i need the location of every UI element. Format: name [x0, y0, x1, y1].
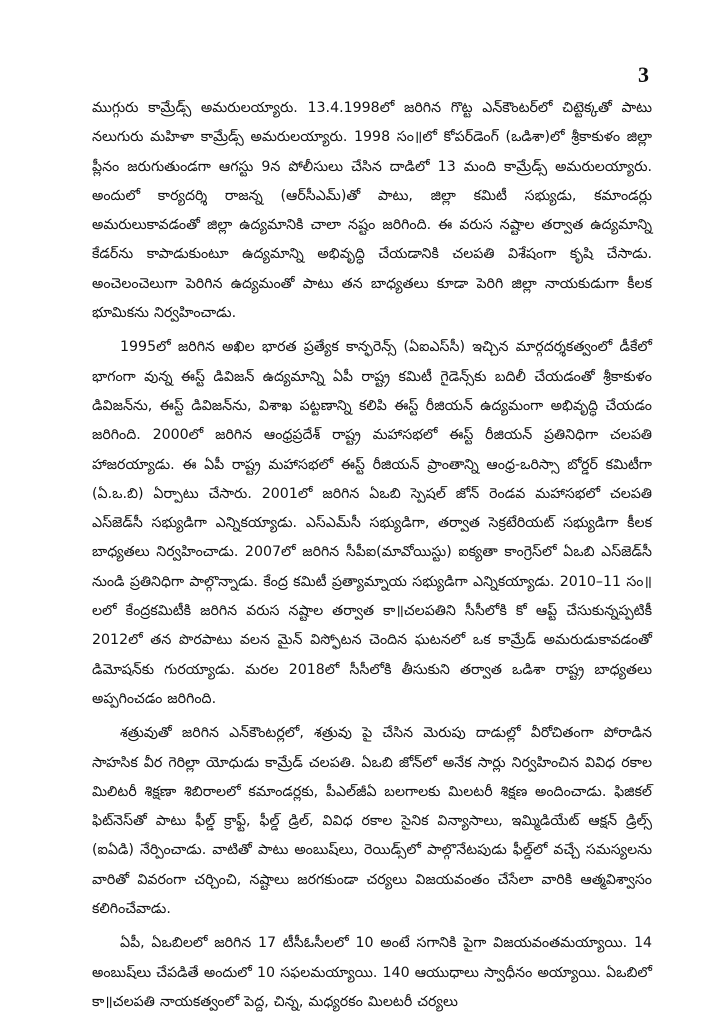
- body-text: [92, 94, 652, 1017]
- paragraph-1: ముగ్గురు కామ్రేడ్స్ అమరులయ్యారు. 13.4.1998లో జరిగిన గొట్ట ఎన్‌కౌంటర్‌లో చిట్టెక్కతో పాటు నలుగురు మహిళా కామ్రేడ్స్ అమరులయ్యారు. 1998 సం॥లో కోపర్‌డెంగ్ (ఒడిశా)లో శ్రీకాకుళం జిల్లా ప్లీనం జరుగుతుండగా ఆగస్టు 9న పోలీసులు చేసిన దాడిలో 13 మంది కామ్రేడ్స్ అమరులయ్యారు. అందులో కార్యదర్శి రాజన్న (ఆర్‌సీఎమ్)తో పాటు, జిల్లా కమిటీ సభ్యుడు, కమాండర్లు అమరులుకావడంతో జిల్లా ఉద్యమానికి చాలా నష్టం జరిగింది. ఈ వరుస నష్టాల తర్వాత ఉద్యమాన్ని కేడర్‌ను కాపాడుకుంటూ ఉద్యమాన్ని అభివృద్ధి చేయడానికి చలపతి విశేషంగా కృషి చేసాడు. అంచెలంచెలుగా పెరిగిన ఉద్యమంతో పాటు తన బాధ్యతలు కూడా పెరిగి జిల్లా నాయకుడుగా కీలక భూమికను నిర్వహించాడు.: [92, 100, 652, 322]
- paragraph-2: 1995లో జరిగిన అఖిల భారత ప్రత్యేక కాన్ఫరెన్స్ (ఏఐఎస్‌సీ) ఇచ్చిన మార్గదర్శకత్వంలో డీకేలో భాగంగా వున్న ఈస్ట్ డివిజన్ ఉద్యమాన్ని ఏపీ రాష్ట్ర కమిటీ గైడెన్స్‌కు బదిలీ చేయడంతో శ్రీకాకుళం డివిజన్‌ను, ఈస్ట్ డివిజన్‌ను, విశాఖ పట్టణాన్ని కలిపి ఈస్ట్ రీజియన్ ఉద్యమంగా అభివృద్ధి చేయడం జరిగింది. 2000లో జరిగిన ఆంధ్రప్రదేశ్ రాష్ట్ర మహాసభలో ఈస్ట్ రీజియన్ ప్రతినిధిగా చలపతి హాజరయ్యాడు. ఈ ఏపీ రాష్ట్ర మహాసభలో ఈస్ట్ రీజియన్ ప్రాంతాన్ని ఆంధ్ర-ఒరిస్సా బోర్డర్ కమిటీగా (ఏ.ఒ.బి) ఏర్పాటు చేసారు. 2001లో జరిగిన ఏఒబి స్పెషల్ జోన్ రెండవ మహాసభలో చలపతి ఎస్‌జెడ్‌సీ సభ్యుడిగా ఎన్నికయ్యాడు. ఎస్ఎమ్‌సీ సభ్యుడిగా, తర్వాత సెక్రటేరియట్ సభ్యుడిగా కీలక బాధ్యతలు నిర్వహించాడు. 2007లో జరిగిన సీపీఐ(మావోయిస్టు) ఐక్యతా కాంగ్రెస్‌లో ఏఒబి ఎస్‌జెడ్‌సీ నుండి ప్రతినిధిగా పాల్గొన్నాడు. కేంద్ర కమిటీ ప్రత్యామ్నాయ సభ్యుడిగా ఎన్నికయ్యాడు. 2010–11 సం॥లలో కేంద్రకమిటీకి జరిగిన వరుస నష్టాల తర్వాత కా॥చలపతిని సీసీలోకి కో ఆప్ట్ చేసుకున్నప్పటికీ 2012లో తన పొరపాటు వలన మైన్ విస్ఫోటన చెందిన ఘటనలో ఒక కామ్రేడ్ అమరుడుకావడంతో డిమోషన్‌కు గురయ్యాడు. మరల 2018లో సీసీలోకి తీసుకుని తర్వాత ఒడిశా రాష్ట్ర బాధ్యతలు అప్పగించడం జరిగింది.: [92, 339, 652, 707]
- page-number: 3: [638, 62, 649, 87]
- paragraph-4: ఏపీ, ఏఒబిలలో జరిగిన 17 టీసీఓసీలలో 10 అంటే సగానికి పైగా విజయవంతమయ్యాయి. 14 అంబుష్‌లు చేపడితే అందులో 10 సఫలమయ్యాయి. 140 ఆయుధాలు స్వాధీనం అయ్యాయి. ఏఒబిలో కా॥చలపతి నాయకత్వంలో పెద్ద, చిన్న, మధ్యరకం మిలటరీ చర్యలు: [92, 935, 652, 1010]
- paragraph-3: శత్రువుతో జరిగిన ఎన్‌కౌంటర్లలో, శత్రువు పై చేసిన మెరుపు దాడుల్లో వీరోచితంగా పోరాడిన సాహసిక వీర గెరిల్లా యోధుడు కామ్రేడ్ చలపతి. ఏఒబి జోన్‌లో అనేక సార్లు నిర్వహించిన వివిధ రకాల మిలిటరీ శిక్షణా శిబిరాలలో కమాండర్లకు, పీఎల్‌జీఏ బలగాలకు మిలటరీ శిక్షణ అందించాడు. ఫిజికల్ ఫిట్‌నెస్‌తో పాటు ఫీల్డ్ క్రాఫ్ట్, ఫీల్డ్ డ్రిల్, వివిధ రకాల సైనిక విన్యాసాలు, ఇమ్మిడియేట్ ఆక్షన్ డ్రిల్స్ (ఐఏడి) నేర్పించాడు. వాటితో పాటు అంబుష్‌లు, రెయిడ్స్‌లో పాల్గొనేటపుడు ఫీల్డ్‌లో వచ్చే సమస్యలను వారితో వివరంగా చర్చించి, నష్టాలు జరగకుండా చర్యలు విజయవంతం చేసేలా వారికి ఆత్మవిశ్వాసం కలిగించేవాడు.: [92, 725, 652, 918]
